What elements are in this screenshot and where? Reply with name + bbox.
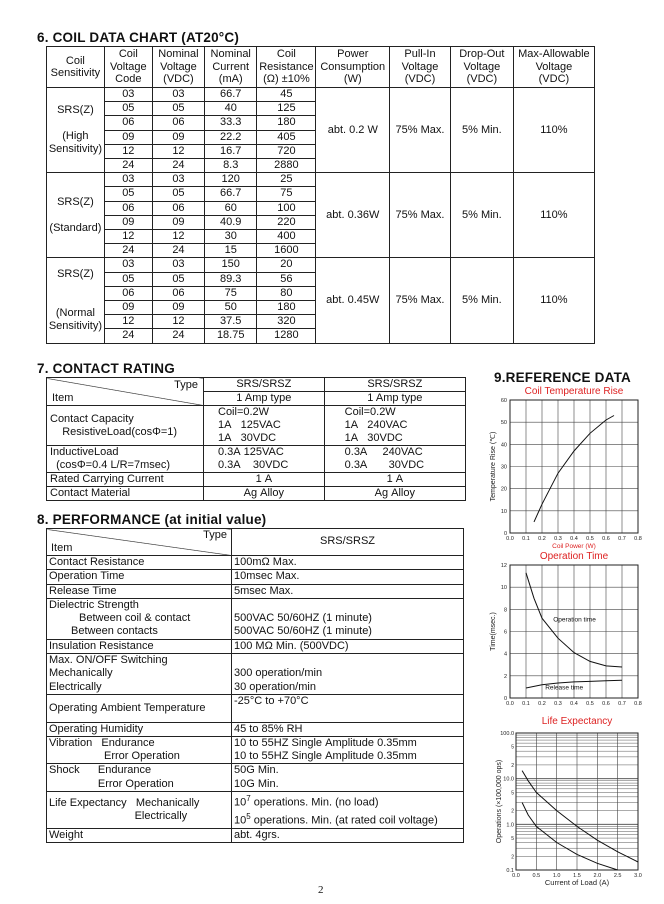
contact-row xyxy=(47,446,466,473)
coil-value-cell: 24 xyxy=(104,329,152,343)
coil-drop-out-cell: 5% Min. xyxy=(450,258,513,343)
coil-value-cell: 24 xyxy=(104,159,152,173)
coil-header-cell: Coil Voltage Code xyxy=(104,47,152,88)
perf-row-label: Release Time xyxy=(47,584,232,598)
coil-value-cell: 12 xyxy=(104,230,152,244)
contact-row-value: 0.3A 125VAC 0.3A 30VDC xyxy=(204,446,325,473)
perf-row-label: Operating Humidity xyxy=(47,722,232,736)
perf-row-label: Operation Time xyxy=(47,570,232,584)
coil-power-cell: abt. 0.36W xyxy=(316,173,390,258)
coil-max-allow-cell: 110% xyxy=(513,173,594,258)
x-tick-label: 0.8 xyxy=(634,701,642,707)
x-tick-label: 0.1 xyxy=(522,536,530,542)
perf-row xyxy=(47,792,464,829)
contact-col2-header: SRS/SRSZ xyxy=(324,378,465,392)
contact-row xyxy=(47,473,466,487)
coil-value-cell: 66.7 xyxy=(205,187,257,201)
y-tick-label: 10 xyxy=(500,585,507,592)
coil-value-cell: 1280 xyxy=(257,329,316,343)
contact-row-value: 1 A xyxy=(324,473,465,487)
coil-value-cell: 150 xyxy=(205,258,257,272)
perf-type-item-cell xyxy=(47,529,232,556)
contact-col1-header: SRS/SRSZ xyxy=(204,378,325,392)
coil-value-cell: 320 xyxy=(257,315,316,329)
y-tick-label: 50 xyxy=(500,420,507,427)
coil-value-cell: 100 xyxy=(257,201,316,215)
coil-value-cell: 12 xyxy=(152,230,204,244)
x-tick-label: 0.0 xyxy=(506,536,514,542)
contact-amp2: 1 Amp type xyxy=(324,392,465,406)
y-tick-label: 8 xyxy=(503,607,507,614)
life-expectancy-chart xyxy=(476,713,664,891)
coil-value-cell: 60 xyxy=(205,201,257,215)
x-tick-label: 0.7 xyxy=(618,536,626,542)
y-minor-label: 2 xyxy=(511,762,514,769)
coil-header-cell: Nominal Current (mA) xyxy=(205,47,257,88)
y-tick-label: 40 xyxy=(500,442,507,449)
y-minor-label: 5 xyxy=(511,744,514,751)
coil-value-cell: 66.7 xyxy=(205,88,257,102)
coil-value-cell: 06 xyxy=(152,201,204,215)
coil-value-cell: 05 xyxy=(104,187,152,201)
coil-sensitivity-cell: SRS(Z) (Standard) xyxy=(47,173,105,258)
x-tick-label: 3.0 xyxy=(634,873,642,879)
perf-row xyxy=(47,654,464,695)
perf-sub-label: Between coil & contact xyxy=(79,612,191,625)
coil-header-cell: Coil Sensitivity xyxy=(47,47,105,88)
release-time-label: Release time xyxy=(545,684,584,692)
coil-value-cell: 05 xyxy=(104,272,152,286)
coil-header-cell: Pull-In Voltage (VDC) xyxy=(390,47,451,88)
y-axis-label: Operations (×100,000 ops) xyxy=(496,759,503,844)
y-tick-label: 4 xyxy=(503,651,507,658)
coil-value-cell: 03 xyxy=(104,88,152,102)
operation-time-chart xyxy=(476,548,664,718)
contact-amp1: 1 Amp type xyxy=(204,392,325,406)
perf-row-value: 100 MΩ Min. (500VDC) xyxy=(232,639,464,653)
contact-row-label: Contact Capacity ResistiveLoad(cosΦ=1) xyxy=(47,406,204,446)
coil-value-cell: 720 xyxy=(257,144,316,158)
perf-row-label: Insulation Resistance xyxy=(47,639,232,653)
perf-row-value: -25°C to +70°C xyxy=(232,694,464,722)
coil-value-cell: 20 xyxy=(257,258,316,272)
coil-value-cell: 03 xyxy=(152,173,204,187)
coil-value-cell: 15 xyxy=(205,244,257,258)
coil-row xyxy=(47,173,595,187)
coil-value-cell: 09 xyxy=(104,301,152,315)
coil-pull-in-cell: 75% Max. xyxy=(390,258,451,343)
x-tick-label: 0.1 xyxy=(522,701,530,707)
perf-row-value: 5msec Max. xyxy=(232,584,464,598)
contact-row-value: 0.3A 240VAC 0.3A 30VDC xyxy=(324,446,465,473)
coil-value-cell: 12 xyxy=(152,144,204,158)
coil-value-cell: 405 xyxy=(257,130,316,144)
coil-value-cell: 09 xyxy=(152,301,204,315)
perf-row xyxy=(47,556,464,570)
perf-row-label: Shock Endurance Error Operation xyxy=(47,764,232,792)
x-tick-label: 1.0 xyxy=(552,873,561,879)
contact-row-label: Rated Carrying Current xyxy=(47,473,204,487)
perf-row-label: Contact Resistance xyxy=(47,556,232,570)
perf-type-label: Type xyxy=(203,529,227,541)
contact-item-label: Item xyxy=(52,391,74,404)
x-tick-label: 0.0 xyxy=(506,701,514,707)
life-exp-mech: 7 xyxy=(246,794,251,804)
y-minor-label: 2 xyxy=(511,808,514,815)
perf-sub-label: Between contacts xyxy=(71,625,158,638)
page-number: 2 xyxy=(318,884,324,896)
x-tick-label: 0.7 xyxy=(618,701,626,707)
perf-row-value: 45 to 85% RH xyxy=(232,722,464,736)
coil-value-cell: 40 xyxy=(205,102,257,116)
perf-row-value: 10 to 55HZ Single Amplitude 0.35mm 10 to 55HZ Single Amplitude 0.35mm xyxy=(232,736,464,764)
contact-row xyxy=(47,406,466,446)
coil-value-cell: 400 xyxy=(257,230,316,244)
perf-row xyxy=(47,570,464,584)
coil-power-cell: abt. 0.45W xyxy=(316,258,390,343)
coil-value-cell: 50 xyxy=(205,301,257,315)
coil-max-allow-cell: 110% xyxy=(513,88,594,173)
perf-header-row xyxy=(47,529,464,556)
performance-table xyxy=(46,528,464,843)
x-tick-label: 0.0 xyxy=(512,873,520,879)
x-tick-label: 0.4 xyxy=(570,701,578,707)
coil-value-cell: 03 xyxy=(152,88,204,102)
perf-row-label: Vibration Endurance Error Operation xyxy=(47,736,232,764)
x-tick-label: 0.5 xyxy=(586,536,594,542)
y-tick-label: 30 xyxy=(500,464,507,471)
y-tick-label: 0.1 xyxy=(506,868,514,874)
coil-value-cell: 06 xyxy=(104,201,152,215)
y-minor-label: 2 xyxy=(511,854,514,861)
coil-value-cell: 89.3 xyxy=(205,272,257,286)
coil-value-cell: 33.3 xyxy=(205,116,257,130)
coil-value-cell: 09 xyxy=(152,215,204,229)
contact-row-label: Contact Material xyxy=(47,487,204,501)
contact-row-value: Ag Alloy xyxy=(204,487,325,501)
performance-section-title: 8. PERFORMANCE (at initial value) xyxy=(37,512,267,527)
coil-value-cell: 220 xyxy=(257,215,316,229)
chart-grid xyxy=(510,565,638,698)
coil-row xyxy=(47,88,595,102)
contact-header-row xyxy=(47,378,466,392)
coil-sensitivity-cell: SRS(Z) (Normal Sensitivity) xyxy=(47,258,105,343)
x-axis-label: Current of Load (A) xyxy=(544,878,610,887)
chart-title: Coil Temperature Rise xyxy=(524,386,624,397)
coil-drop-out-cell: 5% Min. xyxy=(450,173,513,258)
chart-grid xyxy=(510,400,638,533)
coil-value-cell: 06 xyxy=(104,286,152,300)
coil-value-cell: 2880 xyxy=(257,159,316,173)
perf-row xyxy=(47,584,464,598)
y-tick-label: 20 xyxy=(500,486,507,493)
coil-sensitivity-cell: SRS(Z) (High Sensitivity) xyxy=(47,88,105,173)
x-tick-label: 0.6 xyxy=(602,536,610,542)
chart-title: Life Expectancy xyxy=(541,716,613,727)
coil-pull-in-cell: 75% Max. xyxy=(390,173,451,258)
y-tick-label: 12 xyxy=(500,563,507,569)
y-axis-label: Temperature Rise (℃) xyxy=(490,431,497,502)
perf-row-value: $10^7$ operations. Min. (no load) $10^5$ operations. Min. (at rated coil voltage) xyxy=(232,792,464,829)
perf-row-value: 10msec Max. xyxy=(232,570,464,584)
y-tick-label: 10 xyxy=(500,508,507,515)
coil-value-cell: 03 xyxy=(152,258,204,272)
contact-rating-table xyxy=(46,377,466,501)
coil-value-cell: 12 xyxy=(152,315,204,329)
coil-value-cell: 56 xyxy=(257,272,316,286)
x-tick-label: 0.4 xyxy=(570,536,578,542)
contact-row-value: Coil=0.2W 1A 125VAC 1A 30VDC xyxy=(204,406,325,446)
chart-title: Operation Time xyxy=(539,551,609,562)
y-tick-label: 0 xyxy=(503,531,507,537)
coil-drop-out-cell: 5% Min. xyxy=(450,88,513,173)
perf-row-label: Weight xyxy=(47,828,232,842)
operation-time-label: Operation time xyxy=(553,616,596,624)
perf-row-label: Life Expectancy Mechanically Electrically xyxy=(47,792,232,829)
coil-data-table xyxy=(46,46,595,344)
contact-type-item-cell xyxy=(47,378,204,406)
coil-value-cell: 05 xyxy=(104,102,152,116)
coil-value-cell: 06 xyxy=(152,286,204,300)
coil-header-cell: Drop-Out Voltage (VDC) xyxy=(450,47,513,88)
perf-row xyxy=(47,736,464,764)
coil-value-cell: 24 xyxy=(104,244,152,258)
perf-row xyxy=(47,598,464,639)
perf-row-label: Max. ON/OFF Switching Mechanically Electrically xyxy=(47,654,232,695)
coil-temp-chart xyxy=(476,383,664,558)
x-tick-label: 0.5 xyxy=(586,701,594,707)
life-exp-elec: 5 xyxy=(246,812,251,821)
coil-value-cell: 8.3 xyxy=(205,159,257,173)
contact-row-value: Coil=0.2W 1A 240VAC 1A 30VDC xyxy=(324,406,465,446)
perf-row-label: Operating Ambient Temperature xyxy=(47,694,232,722)
perf-row-value: abt. 4grs. xyxy=(232,828,464,842)
perf-row-label: Dielectric Strength Between coil & contact Between contacts xyxy=(47,598,232,639)
coil-value-cell: 125 xyxy=(257,102,316,116)
coil-max-allow-cell: 110% xyxy=(513,258,594,343)
contact-row-label: InductiveLoad (cosΦ=0.4 L/R=7msec) xyxy=(47,446,204,473)
reference-section-title: 9.REFERENCE DATA xyxy=(494,370,631,385)
coil-header-cell: Max-Allowable Voltage (VDC) xyxy=(513,47,594,88)
coil-value-cell: 09 xyxy=(104,215,152,229)
perf-row xyxy=(47,694,464,722)
y-minor-label: 5 xyxy=(511,790,514,797)
y-tick-label: 6 xyxy=(503,629,507,636)
perf-row xyxy=(47,722,464,736)
y-minor-label: 5 xyxy=(511,836,514,843)
coil-value-cell: 06 xyxy=(152,116,204,130)
contact-row-value: Ag Alloy xyxy=(324,487,465,501)
coil-value-cell: 80 xyxy=(257,286,316,300)
y-tick-label: 1.0 xyxy=(506,822,514,829)
perf-col-header: SRS/SRSZ xyxy=(232,529,464,556)
perf-row xyxy=(47,828,464,842)
x-tick-label: 0.8 xyxy=(634,536,642,542)
coil-value-cell: 75 xyxy=(257,187,316,201)
coil-power-cell: abt. 0.2 W xyxy=(316,88,390,173)
coil-value-cell: 75 xyxy=(205,286,257,300)
coil-value-cell: 24 xyxy=(152,244,204,258)
x-tick-label: 2.0 xyxy=(593,873,602,879)
x-tick-label: 0.6 xyxy=(602,701,610,707)
coil-value-cell: 09 xyxy=(104,130,152,144)
contact-section-title: 7. CONTACT RATING xyxy=(37,361,175,376)
coil-value-cell: 18.75 xyxy=(205,329,257,343)
coil-value-cell: 30 xyxy=(205,230,257,244)
coil-value-cell: 180 xyxy=(257,301,316,315)
coil-value-cell: 05 xyxy=(152,102,204,116)
perf-row xyxy=(47,639,464,653)
y-tick-label: 0 xyxy=(503,696,507,702)
perf-row-value: 100mΩ Max. xyxy=(232,556,464,570)
coil-value-cell: 45 xyxy=(257,88,316,102)
y-tick-label: 60 xyxy=(500,398,507,404)
contact-type-label: Type xyxy=(174,378,198,391)
coil-header-cell: Power Consumption (W) xyxy=(316,47,390,88)
coil-value-cell: 16.7 xyxy=(205,144,257,158)
x-tick-label: 0.3 xyxy=(554,701,562,707)
coil-value-cell: 40.9 xyxy=(205,215,257,229)
perf-diag xyxy=(49,529,229,555)
coil-value-cell: 22.2 xyxy=(205,130,257,144)
coil-value-cell: 05 xyxy=(152,187,204,201)
contact-row-value: 1 A xyxy=(204,473,325,487)
coil-value-cell: 09 xyxy=(152,130,204,144)
x-tick-label: 0.5 xyxy=(532,873,541,879)
y-tick-label: 10.0 xyxy=(503,776,514,783)
coil-value-cell: 24 xyxy=(152,159,204,173)
coil-value-cell: 120 xyxy=(205,173,257,187)
coil-value-cell: 03 xyxy=(104,258,152,272)
perf-row xyxy=(47,764,464,792)
x-tick-label: 0.2 xyxy=(538,536,546,542)
contact-diag xyxy=(50,379,200,405)
x-tick-label: 0.2 xyxy=(538,701,546,707)
y-axis-label: Time(msec.) xyxy=(490,612,497,651)
chart-grid xyxy=(516,733,638,870)
coil-value-cell: 05 xyxy=(152,272,204,286)
coil-value-cell: 25 xyxy=(257,173,316,187)
coil-value-cell: 37.5 xyxy=(205,315,257,329)
perf-row-value: 50G Min. 10G Min. xyxy=(232,764,464,792)
y-tick-label: 2 xyxy=(503,673,507,680)
perf-item-label: Item xyxy=(51,541,73,554)
coil-section-title: 6. COIL DATA CHART (AT20°C) xyxy=(37,30,240,45)
x-tick-label: 2.5 xyxy=(613,873,622,879)
coil-value-cell: 1600 xyxy=(257,244,316,258)
perf-row-value: 300 operation/min 30 operation/min xyxy=(232,654,464,695)
coil-value-cell: 03 xyxy=(104,173,152,187)
contact-row xyxy=(47,487,466,501)
coil-value-cell: 180 xyxy=(257,116,316,130)
coil-header-row xyxy=(47,47,595,88)
x-tick-label: 1.5 xyxy=(573,873,581,879)
coil-value-cell: 12 xyxy=(104,144,152,158)
coil-value-cell: 06 xyxy=(104,116,152,130)
coil-value-cell: 12 xyxy=(104,315,152,329)
perf-row-value: 500VAC 50/60HZ (1 minute) 500VAC 50/60HZ (1 minute) xyxy=(232,598,464,639)
coil-value-cell: 24 xyxy=(152,329,204,343)
coil-header-cell: Nominal Voltage (VDC) xyxy=(152,47,204,88)
coil-header-cell: Coil Resistance (Ω) ±10% xyxy=(257,47,316,88)
coil-pull-in-cell: 75% Max. xyxy=(390,88,451,173)
x-axis-label: Coil Power (W) xyxy=(552,543,596,550)
coil-row xyxy=(47,258,595,272)
y-tick-label: 100.0 xyxy=(500,731,514,737)
x-tick-label: 0.3 xyxy=(554,536,562,542)
